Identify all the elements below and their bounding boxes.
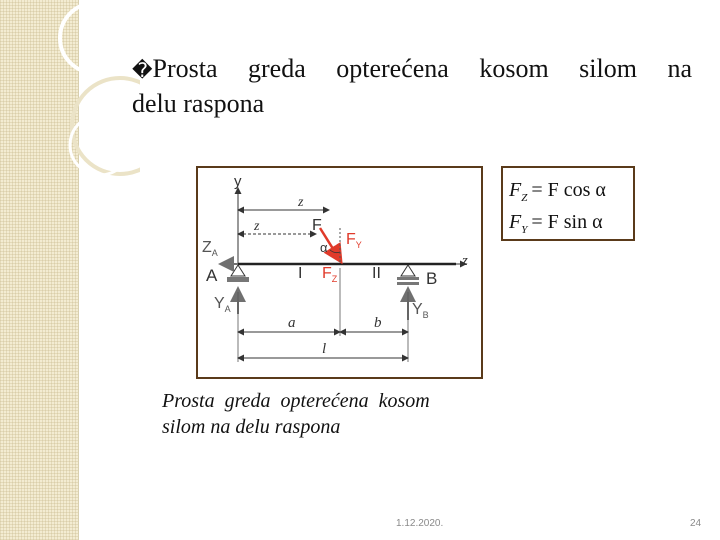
decor-circle-3 [70,115,130,175]
decor-circle-2 [72,78,140,174]
alpha-label: α [320,240,328,255]
figure-caption [162,388,502,440]
fy-label: $F_Y$ [346,231,362,250]
title-line-1: Prosta greda opterećena kosom silom na [152,54,692,83]
dim-a-label: a [288,315,296,331]
support-b [401,265,415,276]
za-label: $Z_A$ [202,239,218,258]
ya-label: $Y_A$ [214,295,231,314]
support-a [231,265,245,276]
support-b-roller-1 [397,277,419,280]
slide-title [132,52,692,121]
yb-label: $Y_B$ [412,301,429,320]
support-b-label: B [426,269,438,288]
formula-box [501,166,635,241]
decor-circle-1 [60,3,130,73]
beam-figure [196,166,483,379]
z-label-small: z [254,219,260,234]
z-label-top: z [298,195,304,210]
bullet-glyph: � [132,58,153,82]
support-a-label: A [206,266,218,285]
decorative-circles [0,0,140,220]
beam-diagram [198,168,481,377]
formulas [503,168,633,239]
formula-fy: $F_Y = F$ sin α [509,211,603,236]
dim-l-label: l [322,341,327,357]
footer-date: 1.12.2020. [396,518,444,529]
title-line-2: delu raspona [132,89,265,118]
support-b-roller-2 [397,282,419,285]
y-axis-label: y [234,173,242,190]
z-axis-label: z [462,253,468,269]
segment-ii-label: II [372,265,381,282]
dim-b-label: b [374,315,382,331]
caption-line-2: silom na delu raspona [162,416,341,438]
segment-i-label: I [298,265,303,282]
force-f-label: F [312,217,322,234]
caption-line-1: Prosta greda opterećena kosom [162,390,430,412]
formula-fz: $F_Z = F$ cos α [509,179,606,204]
page-number: 24 [690,518,702,529]
support-a-ground [227,277,249,282]
fz-label: $F_Z$ [322,265,338,284]
